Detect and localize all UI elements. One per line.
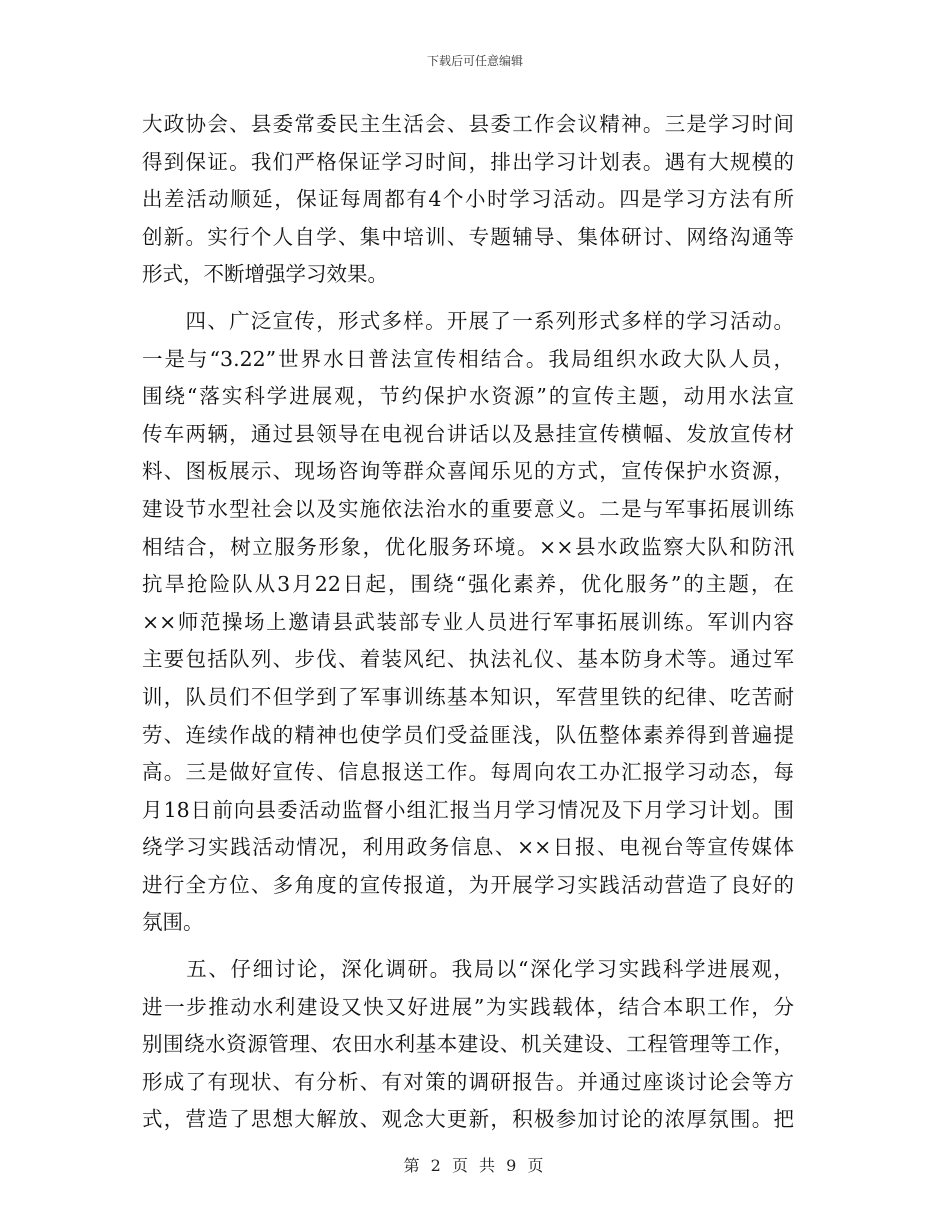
text-line: 一是与“3.22”世界水日普法宣传相结合。我局组织水政大队人员，: [142, 346, 794, 371]
text-line: 围绕“落实科学进展观，节约保护水资源”的宣传主题，动用水法宣: [142, 384, 794, 409]
text-line: 相结合，树立服务形象，优化服务环境。××县水政监察大队和防汛: [142, 534, 794, 559]
text-line: 出差活动顺延，保证每周都有4个小时学习活动。四是学习方法有所: [142, 187, 794, 212]
paragraph-3: [142, 951, 794, 1139]
text-line: 进行全方位、多角度的宣传报道，为开展学习实践活动营造了良好的: [142, 872, 794, 897]
text-line: 氛围。: [142, 910, 204, 935]
text-line: 别围绕水资源管理、农田水利基本建设、机关建设、工程管理等工作，: [142, 1032, 794, 1057]
text-line: 抗旱抢险队从3月22日起，围绕“强化素养，优化服务”的主题，在: [142, 572, 794, 597]
text-line: 建设节水型社会以及实施依法治水的重要意义。二是与军事拓展训练: [142, 496, 794, 521]
document-body: [142, 106, 794, 1139]
text-line: 得到保证。我们严格保证学习时间，排出学习计划表。遇有大规模的: [142, 149, 794, 174]
page-header: 下载后可任意编辑: [426, 54, 523, 68]
text-line: 进一步推动水利建设又快又好进展”为实践载体，结合本职工作，分: [142, 994, 794, 1019]
text-line: 形成了有现状、有分析、有对策的调研报告。并通过座谈讨论会等方: [142, 1069, 794, 1094]
text-line: 料、图板展示、现场咨询等群众喜闻乐见的方式，宣传保护水资源，: [142, 459, 794, 484]
text-line: 式，营造了思想大解放、观念大更新，积极参加讨论的浓厚氛围。把: [142, 1107, 794, 1132]
text-line: 大政协会、县委常委民主生活会、县委工作会议精神。三是学习时间: [142, 112, 794, 136]
paragraph-gap: [142, 942, 794, 951]
text-line: 创新。实行个人自学、集中培训、专题辅导、集体研讨、网络沟通等: [142, 224, 794, 249]
text-line: 绕学习实践活动情况，利用政务信息、××日报、电视台等宣传媒体: [142, 835, 794, 860]
text-line: 月18日前向县委活动监督小组汇报当月学习情况及下月学习计划。围: [142, 797, 794, 822]
text-line: 四、广泛宣传，形式多样。开展了一系列形式多样的学习活动。: [142, 308, 794, 333]
text-line: 高。三是做好宣传、信息报送工作。每周向农工办汇报学习动态，每: [142, 760, 794, 785]
page-footer: 第 2 页 共 9 页: [403, 1156, 547, 1175]
text-line: 五、仔细讨论，深化调研。我局以“深化学习实践科学进展观，: [142, 957, 794, 982]
text-line: 主要包括队列、步伐、着装风纪、执法礼仪、基本防身术等。通过军: [142, 647, 794, 672]
paragraph-2: [142, 303, 794, 942]
paragraph-1: [142, 106, 794, 294]
text-line: ××师范操场上邀请县武装部专业人员进行军事拓展训练。军训内容: [142, 609, 794, 634]
text-line: 形式，不断增强学习效果。: [142, 262, 388, 287]
paragraph-gap: [142, 294, 794, 303]
text-line: 训，队员们不但学到了军事训练基本知识，军营里铁的纪律、吃苦耐: [142, 684, 794, 709]
text-line: 传车两辆，通过县领导在电视台讲话以及悬挂宣传横幅、发放宣传材: [142, 421, 794, 446]
text-line: 劳、连续作战的精神也使学员们受益匪浅，队伍整体素养得到普遍提: [142, 722, 794, 747]
